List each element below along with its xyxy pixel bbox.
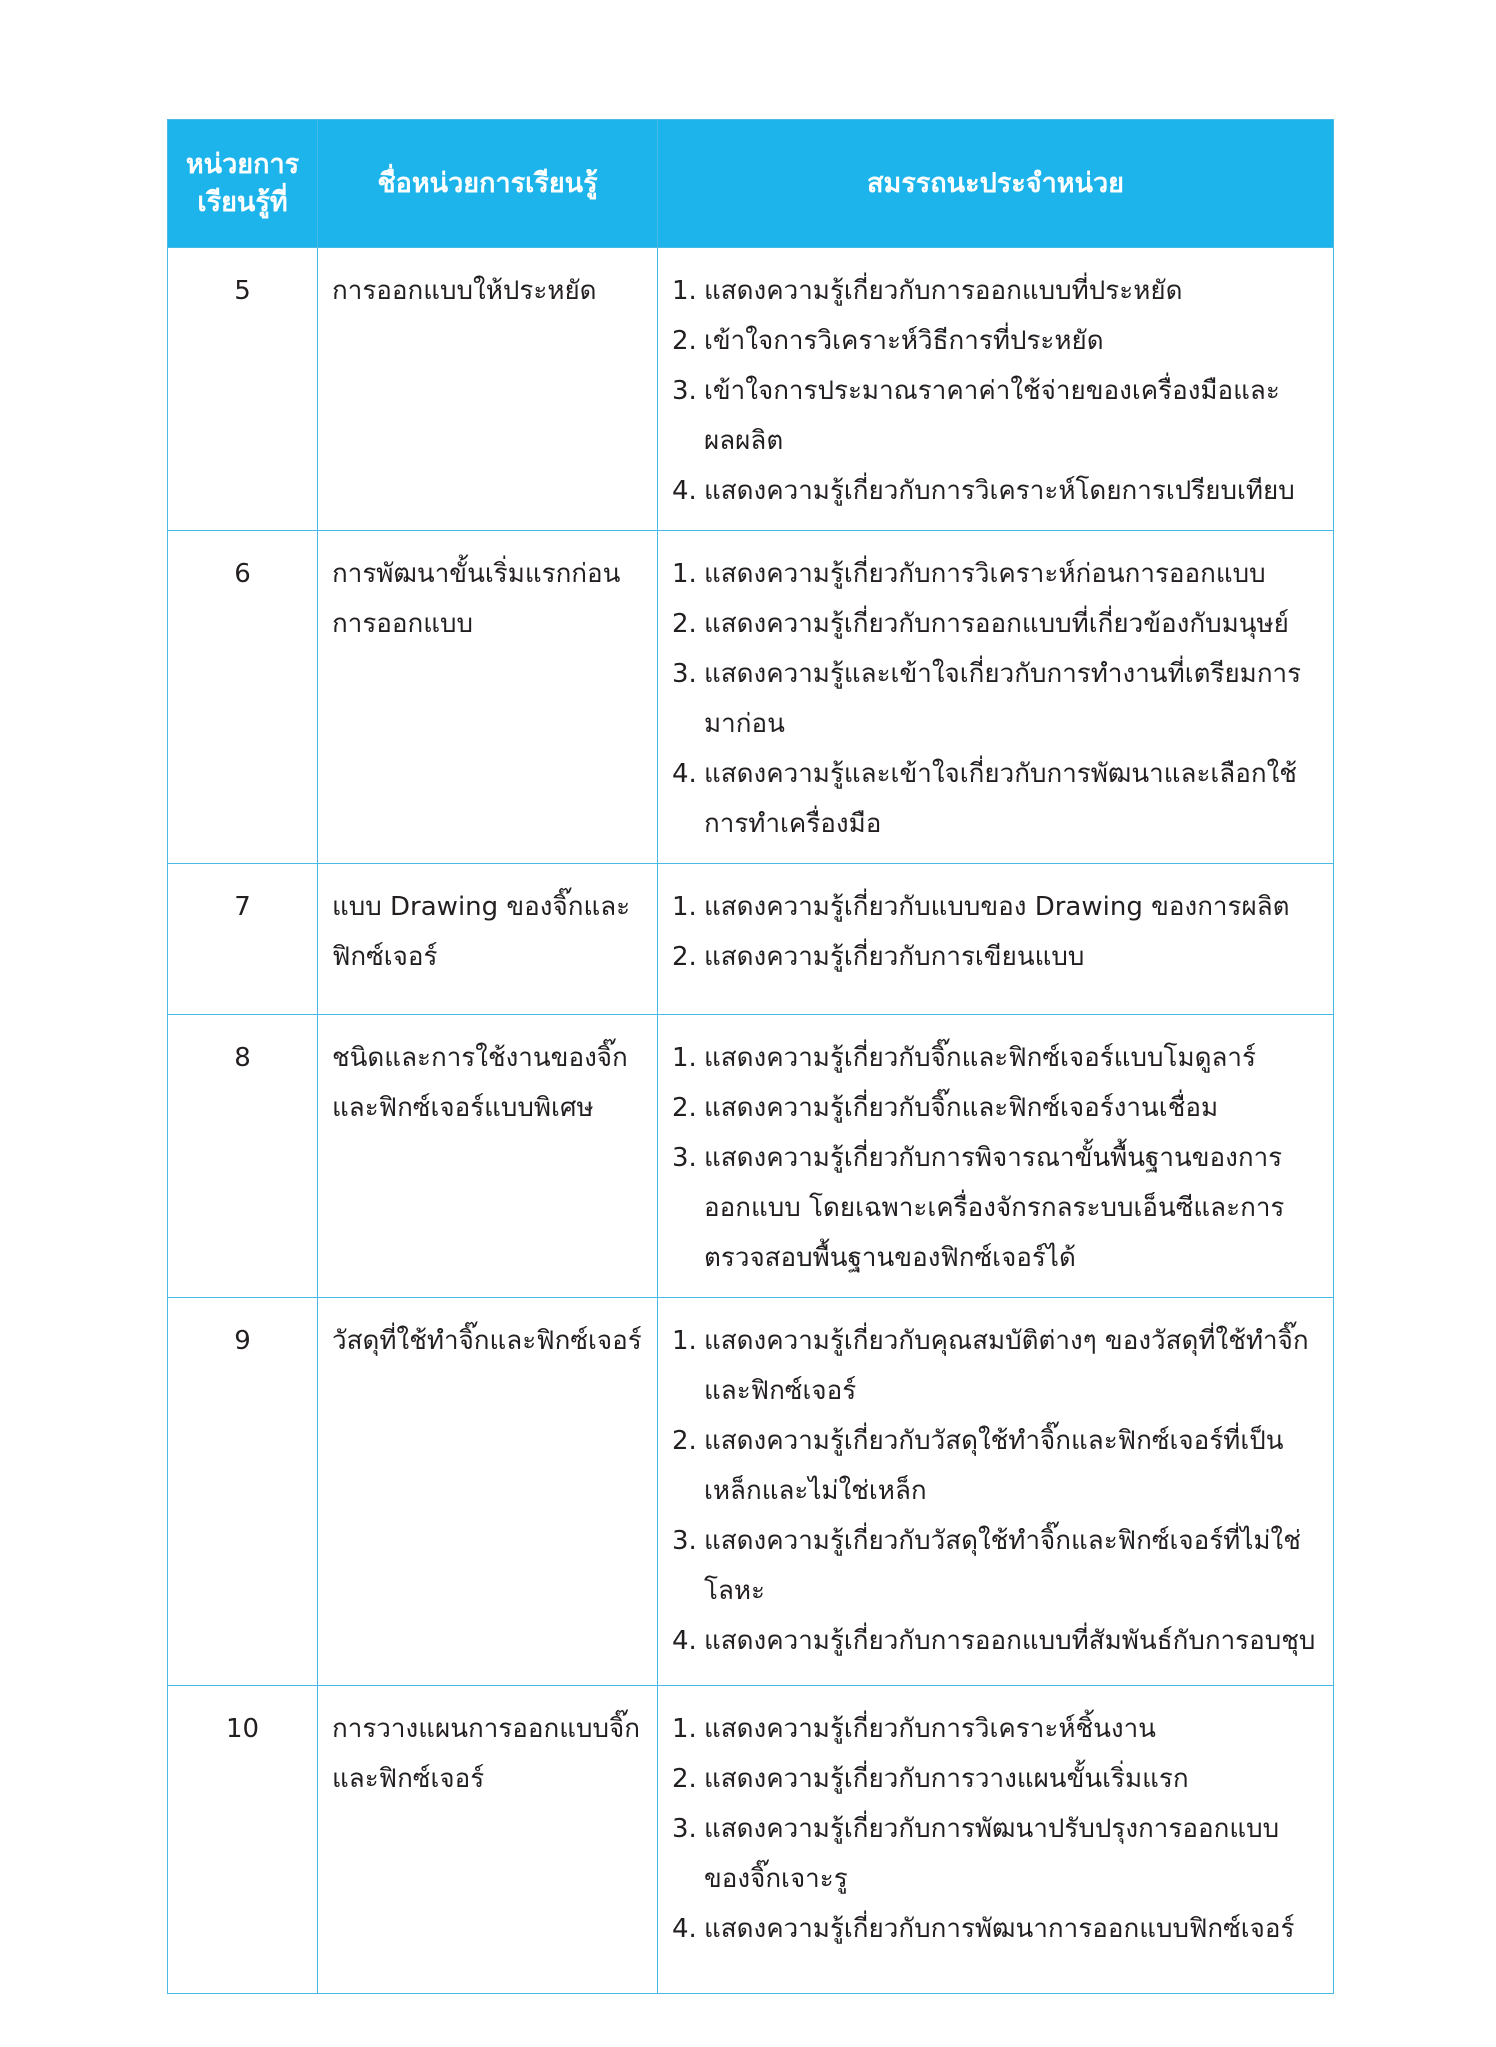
competency-item-text: เข้าใจการประมาณราคาค่าใช้จ่ายของเครื่องมือและผลผลิต — [704, 376, 1280, 456]
competency-item — [672, 1416, 1321, 1516]
competency-table-container — [167, 119, 1333, 1994]
competency-table — [167, 119, 1334, 1994]
competency-item — [672, 466, 1321, 516]
competency-list — [672, 882, 1321, 982]
header-unit-number: หน่วยการเรียนรู้ที่ — [168, 120, 318, 248]
table-header-row — [168, 120, 1334, 248]
competency-cell — [658, 248, 1334, 531]
competency-item-text: แสดงความรู้เกี่ยวกับการเขียนแบบ — [704, 942, 1085, 972]
competency-list — [672, 1316, 1321, 1666]
unit-name-cell: วัสดุที่ใช้ทำจิ๊กและฟิกซ์เจอร์ — [318, 1298, 658, 1686]
competency-item — [672, 1704, 1321, 1754]
competency-item-number: 1. — [672, 559, 697, 589]
competency-item — [672, 932, 1321, 982]
competency-cell — [658, 1686, 1334, 1994]
competency-item-text: แสดงความรู้เกี่ยวกับการวิเคราะห์ชิ้นงาน — [704, 1714, 1156, 1744]
competency-item-text: แสดงความรู้เกี่ยวกับการพิจารณาขั้นพื้นฐานของการออกแบบ โดยเฉพาะเครื่องจักรกลระบบเอ็นซีและการตรวจสอบพื้นฐานของฟิกซ์เจอร์ได้ — [704, 1143, 1285, 1273]
competency-item-number: 2. — [672, 326, 697, 356]
competency-item-number: 2. — [672, 942, 697, 972]
unit-name-cell: การออกแบบให้ประหยัด — [318, 248, 658, 531]
unit-number-cell: 10 — [168, 1686, 318, 1994]
competency-item-number: 2. — [672, 1764, 697, 1794]
competency-item-text: แสดงความรู้เกี่ยวกับแบบของ Drawing ของการผลิต — [704, 892, 1290, 922]
header-competency: สมรรถนะประจำหน่วย — [658, 120, 1334, 248]
competency-item-text: แสดงความรู้เกี่ยวกับการออกแบบที่เกี่ยวข้องกับมนุษย์ — [704, 609, 1289, 639]
competency-item-text: แสดงความรู้เกี่ยวกับคุณสมบัติต่างๆ ของวัสดุที่ใช้ทำจิ๊กและฟิกซ์เจอร์ — [704, 1326, 1309, 1406]
competency-item — [672, 1804, 1321, 1904]
table-body — [168, 248, 1334, 1994]
competency-item-text: แสดงความรู้เกี่ยวกับวัสดุใช้ทำจิ๊กและฟิกซ์เจอร์ที่ไม่ใช่โลหะ — [704, 1526, 1301, 1606]
competency-item-text: แสดงความรู้เกี่ยวกับการพัฒนาการออกแบบฟิกซ์เจอร์ — [704, 1914, 1295, 1944]
competency-cell — [658, 864, 1334, 1015]
competency-item-text: แสดงความรู้เกี่ยวกับการวางแผนขั้นเริ่มแรก — [704, 1764, 1189, 1794]
competency-cell — [658, 531, 1334, 864]
competency-item-text: แสดงความรู้เกี่ยวกับวัสดุใช้ทำจิ๊กและฟิกซ์เจอร์ที่เป็นเหล็กและไม่ใช่เหล็ก — [704, 1426, 1284, 1506]
competency-item-text: แสดงความรู้เกี่ยวกับการออกแบบที่สัมพันธ์กับการอบชุบ — [704, 1626, 1316, 1656]
unit-name-cell: ชนิดและการใช้งานของจิ๊กและฟิกซ์เจอร์แบบพิเศษ — [318, 1015, 658, 1298]
competency-item — [672, 316, 1321, 366]
unit-name-cell: การพัฒนาขั้นเริ่มแรกก่อนการออกแบบ — [318, 531, 658, 864]
competency-item-text: แสดงความรู้เกี่ยวกับการวิเคราะห์ก่อนการออกแบบ — [704, 559, 1266, 589]
competency-item — [672, 1316, 1321, 1416]
competency-item — [672, 1083, 1321, 1133]
competency-cell — [658, 1298, 1334, 1686]
competency-item — [672, 1033, 1321, 1083]
competency-item-number: 4. — [672, 1914, 697, 1944]
table-row — [168, 864, 1334, 1015]
competency-item-text: แสดงความรู้เกี่ยวกับการวิเคราะห์โดยการเปรียบเทียบ — [704, 476, 1295, 506]
competency-item-text: แสดงความรู้เกี่ยวกับจิ๊กและฟิกซ์เจอร์แบบโมดูลาร์ — [704, 1043, 1256, 1073]
competency-item — [672, 1754, 1321, 1804]
competency-item-number: 1. — [672, 276, 697, 306]
competency-item-number: 4. — [672, 1626, 697, 1656]
competency-item-number: 4. — [672, 476, 697, 506]
unit-name-cell: การวางแผนการออกแบบจิ๊กและฟิกซ์เจอร์ — [318, 1686, 658, 1994]
unit-number-cell: 6 — [168, 531, 318, 864]
competency-item-number: 2. — [672, 609, 697, 639]
unit-number-cell: 5 — [168, 248, 318, 531]
competency-item — [672, 266, 1321, 316]
competency-item-number: 2. — [672, 1093, 697, 1123]
competency-item-number: 3. — [672, 1143, 697, 1173]
unit-number-cell: 7 — [168, 864, 318, 1015]
competency-item-text: แสดงความรู้เกี่ยวกับจิ๊กและฟิกซ์เจอร์งานเชื่อม — [704, 1093, 1219, 1123]
table-row — [168, 531, 1334, 864]
table-row — [168, 248, 1334, 531]
competency-item-text: แสดงความรู้เกี่ยวกับการพัฒนาปรับปรุงการออกแบบของจิ๊กเจาะรู — [704, 1814, 1280, 1894]
competency-cell — [658, 1015, 1334, 1298]
competency-item-number: 4. — [672, 759, 697, 789]
competency-list — [672, 1704, 1321, 1954]
table-row — [168, 1298, 1334, 1686]
competency-item — [672, 1616, 1321, 1666]
competency-item-number: 3. — [672, 659, 697, 689]
competency-item-number: 1. — [672, 1043, 697, 1073]
competency-item-text: แสดงความรู้และเข้าใจเกี่ยวกับการทำงานที่เตรียมการมาก่อน — [704, 659, 1302, 739]
competency-item-number: 3. — [672, 1526, 697, 1556]
competency-list — [672, 549, 1321, 849]
competency-item — [672, 1904, 1321, 1954]
unit-number-cell: 9 — [168, 1298, 318, 1686]
competency-item — [672, 649, 1321, 749]
competency-list — [672, 1033, 1321, 1283]
competency-item-number: 2. — [672, 1426, 697, 1456]
competency-item-number: 3. — [672, 1814, 697, 1844]
competency-item — [672, 366, 1321, 466]
competency-item — [672, 549, 1321, 599]
competency-item-number: 1. — [672, 1714, 697, 1744]
competency-item — [672, 599, 1321, 649]
competency-item-text: เข้าใจการวิเคราะห์วิธีการที่ประหยัด — [704, 326, 1104, 356]
competency-item-text: แสดงความรู้เกี่ยวกับการออกแบบที่ประหยัด — [704, 276, 1183, 306]
competency-item — [672, 1133, 1321, 1283]
table-row — [168, 1015, 1334, 1298]
competency-item-text: แสดงความรู้และเข้าใจเกี่ยวกับการพัฒนาและเลือกใช้การทำเครื่องมือ — [704, 759, 1297, 839]
table-row — [168, 1686, 1334, 1994]
header-unit-name: ชื่อหน่วยการเรียนรู้ — [318, 120, 658, 248]
competency-list — [672, 266, 1321, 516]
competency-item — [672, 1516, 1321, 1616]
unit-number-cell: 8 — [168, 1015, 318, 1298]
competency-item-number: 3. — [672, 376, 697, 406]
competency-item — [672, 882, 1321, 932]
unit-name-cell: แบบ Drawing ของจิ๊กและฟิกซ์เจอร์ — [318, 864, 658, 1015]
competency-item-number: 1. — [672, 892, 697, 922]
competency-item-number: 1. — [672, 1326, 697, 1356]
competency-item — [672, 749, 1321, 849]
